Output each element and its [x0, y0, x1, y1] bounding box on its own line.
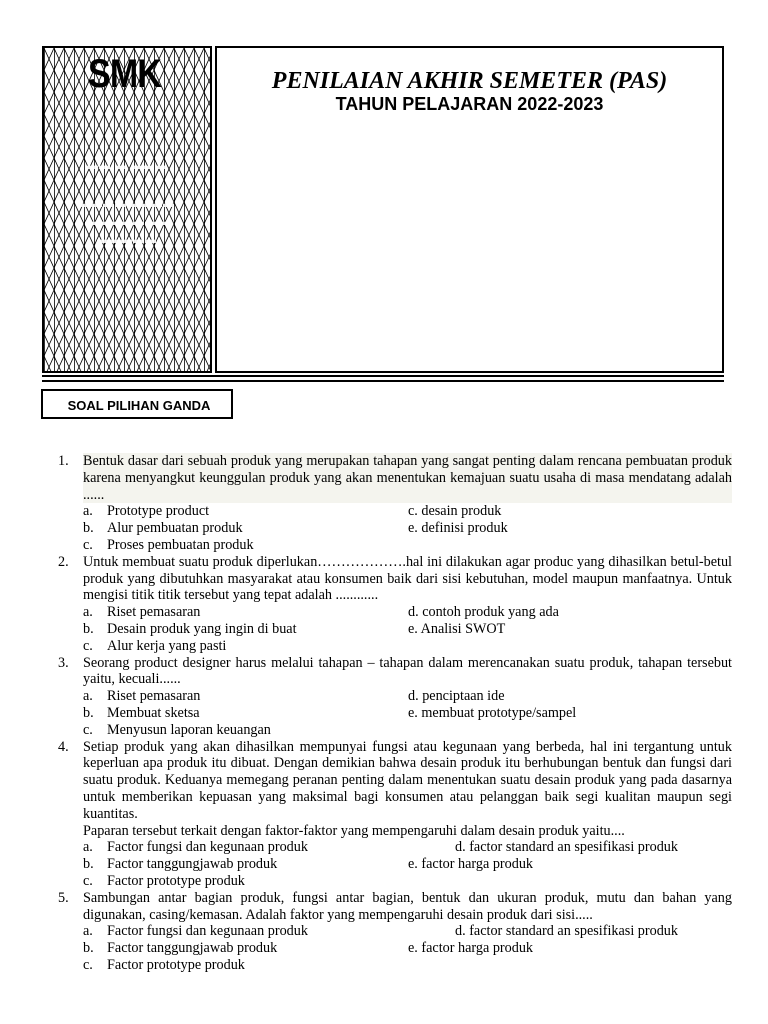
option-text: d. factor standard an spesifikasi produk — [455, 923, 678, 940]
answer-option-row — [83, 722, 732, 739]
option-text: d. contoh produk yang ada — [408, 604, 559, 621]
option-text: Factor fungsi dan kegunaan produk — [107, 839, 308, 856]
option-text: e. Analisi SWOT — [408, 620, 506, 637]
question-number: 3. — [58, 654, 69, 671]
header-divider — [42, 380, 724, 382]
option-letter: a. — [83, 839, 93, 856]
option-text: Factor tanggungjawab produk — [107, 856, 278, 873]
logo-ghost-line: ▬▬▬▬▬▬▬▬ — [79, 198, 175, 210]
question-item — [58, 739, 732, 890]
option-letter: b. — [83, 856, 94, 873]
answer-option-row — [83, 923, 732, 940]
option-text: Proses pembuatan produk — [107, 536, 254, 553]
logo-ghost-line: ▬▬▬▬▬ — [97, 234, 157, 246]
answer-option-row — [83, 604, 732, 621]
option-letter: c. — [83, 872, 93, 889]
answer-option-row — [83, 940, 732, 957]
option-letter: c. — [83, 536, 93, 553]
option-text: e. factor harga produk — [408, 856, 534, 873]
question-prompt: Paparan tersebut terkait dengan faktor-faktor yang mempengaruhi dalam desain produk yaitu.... — [83, 822, 625, 839]
option-text: Prototype product — [107, 503, 210, 520]
school-logo — [42, 46, 212, 373]
answer-option-row — [83, 621, 732, 638]
question-item — [58, 890, 732, 974]
option-text: Factor fungsi dan kegunaan produk — [107, 923, 308, 940]
answer-option-row — [83, 873, 732, 890]
option-text: d. factor standard an spesifikasi produk — [455, 839, 678, 856]
option-text: Membuat sketsa — [107, 704, 200, 721]
option-text: Alur kerja yang pasti — [107, 637, 227, 654]
question-item — [58, 453, 732, 554]
option-text: Riset pemasaran — [107, 688, 201, 705]
answer-option-row — [83, 537, 732, 554]
option-letter: c. — [83, 721, 93, 738]
logo-ghost-line: ▬▬ ▬ ▬▬▬ — [86, 160, 168, 172]
answer-option-row — [83, 839, 732, 856]
option-text: Factor tanggungjawab produk — [107, 940, 278, 957]
answer-options — [83, 503, 732, 553]
answer-option-row — [83, 638, 732, 655]
option-text: d. penciptaan ide — [408, 688, 505, 705]
question-number: 2. — [58, 553, 69, 570]
academic-year: TAHUN PELAJARAN 2022-2023 — [335, 94, 604, 114]
question-text: Setiap produk yang akan dihasilkan mempunyai fungsi atau kegunaan yang berbeda, hal ini tergantung untuk keperluan apa produk itu dibuat. Dengan demikian bahwa desain produk itu berhubungan bentuk dan fungsi dari suatu produk. Keduanya memegang peranan penting dalam menentukan suatu desain produk yang pada dasarnya untuk memberikan kepuasan yang maksimal bagi konsumen atau pelanggan baik segi kualitan maupun segi kuantitas. — [83, 738, 732, 822]
answer-option-row — [83, 503, 732, 520]
answer-option-row — [83, 957, 732, 974]
option-text: Factor prototype produk — [107, 956, 245, 973]
option-letter: c. — [83, 956, 93, 973]
option-text: e. factor harga produk — [408, 940, 534, 957]
answer-option-row — [83, 520, 732, 537]
question-item — [58, 554, 732, 655]
section-label: SOAL PILIHAN GANDA — [67, 398, 211, 413]
question-text: Untuk membuat suatu produk diperlukan……………….hal ini dilakukan agar produc yang dihasilkan betul-betul produk yang dibutuhkan masyarakat atau konsumen baik dari sisi kebutuhan, model maupun manfaatnya. Untuk mengisi titik titik tersebut yang tepat adalah ............ — [83, 553, 732, 604]
option-text: Menyusun laporan keuangan — [107, 721, 271, 738]
answer-options — [83, 604, 732, 654]
question-text: Bentuk dasar dari sebuah produk yang merupakan tahapan yang sangat penting dalam rencana pembuatan produk karena menyangkut keunggulan produk yang akan menentukan kemajuan suatu usaha di masa mendatang adalah ...... — [83, 453, 732, 503]
option-text: Riset pemasaran — [107, 604, 201, 621]
question-item — [58, 655, 732, 739]
answer-option-row — [83, 856, 732, 873]
question-number: 1. — [58, 453, 69, 469]
option-text: e. definisi produk — [408, 520, 508, 537]
option-letter: a. — [83, 503, 93, 520]
question-text: Sambungan antar bagian produk, fungsi antar bagian, bentuk dan ukuran produk, mutu dan bahan yang digunakan, casing/kemasan. Adalah faktor yang mempengaruhi desain produk dari sisi..... — [83, 889, 732, 923]
option-letter: b. — [83, 620, 94, 637]
header-divider — [42, 375, 724, 377]
logo-smk-text: SMK — [88, 52, 162, 96]
option-letter: b. — [83, 520, 94, 537]
answer-option-row — [83, 688, 732, 705]
logo-ghost-line: ▬▬▬▬▬▬▬ — [85, 216, 169, 228]
section-label-box — [41, 389, 233, 419]
option-letter: b. — [83, 940, 94, 957]
question-list — [58, 453, 732, 974]
option-text: Desain produk yang ingin di buat — [107, 620, 297, 637]
option-letter: b. — [83, 704, 94, 721]
option-letter: c. — [83, 637, 93, 654]
exam-title: PENILAIAN AKHIR SEMETER (PAS) — [271, 68, 668, 94]
option-letter: a. — [83, 688, 93, 705]
question-number: 4. — [58, 738, 69, 755]
option-letter: a. — [83, 923, 93, 940]
answer-option-row — [83, 705, 732, 722]
answer-options — [83, 839, 732, 889]
question-text: Seorang product designer harus melalui tahapan – tahapan dalam merencanakan suatu produk, tahapan tersebut yaitu, kecuali...... — [83, 654, 732, 688]
answer-options — [83, 688, 732, 738]
answer-options — [83, 923, 732, 973]
question-number: 5. — [58, 889, 69, 906]
option-text: c. desain produk — [408, 503, 502, 520]
option-text: e. membuat prototype/sampel — [408, 704, 577, 721]
title-panel — [215, 46, 724, 373]
option-text: Alur pembuatan produk — [107, 520, 243, 537]
option-text: Factor prototype produk — [107, 872, 245, 889]
option-letter: a. — [83, 604, 93, 621]
